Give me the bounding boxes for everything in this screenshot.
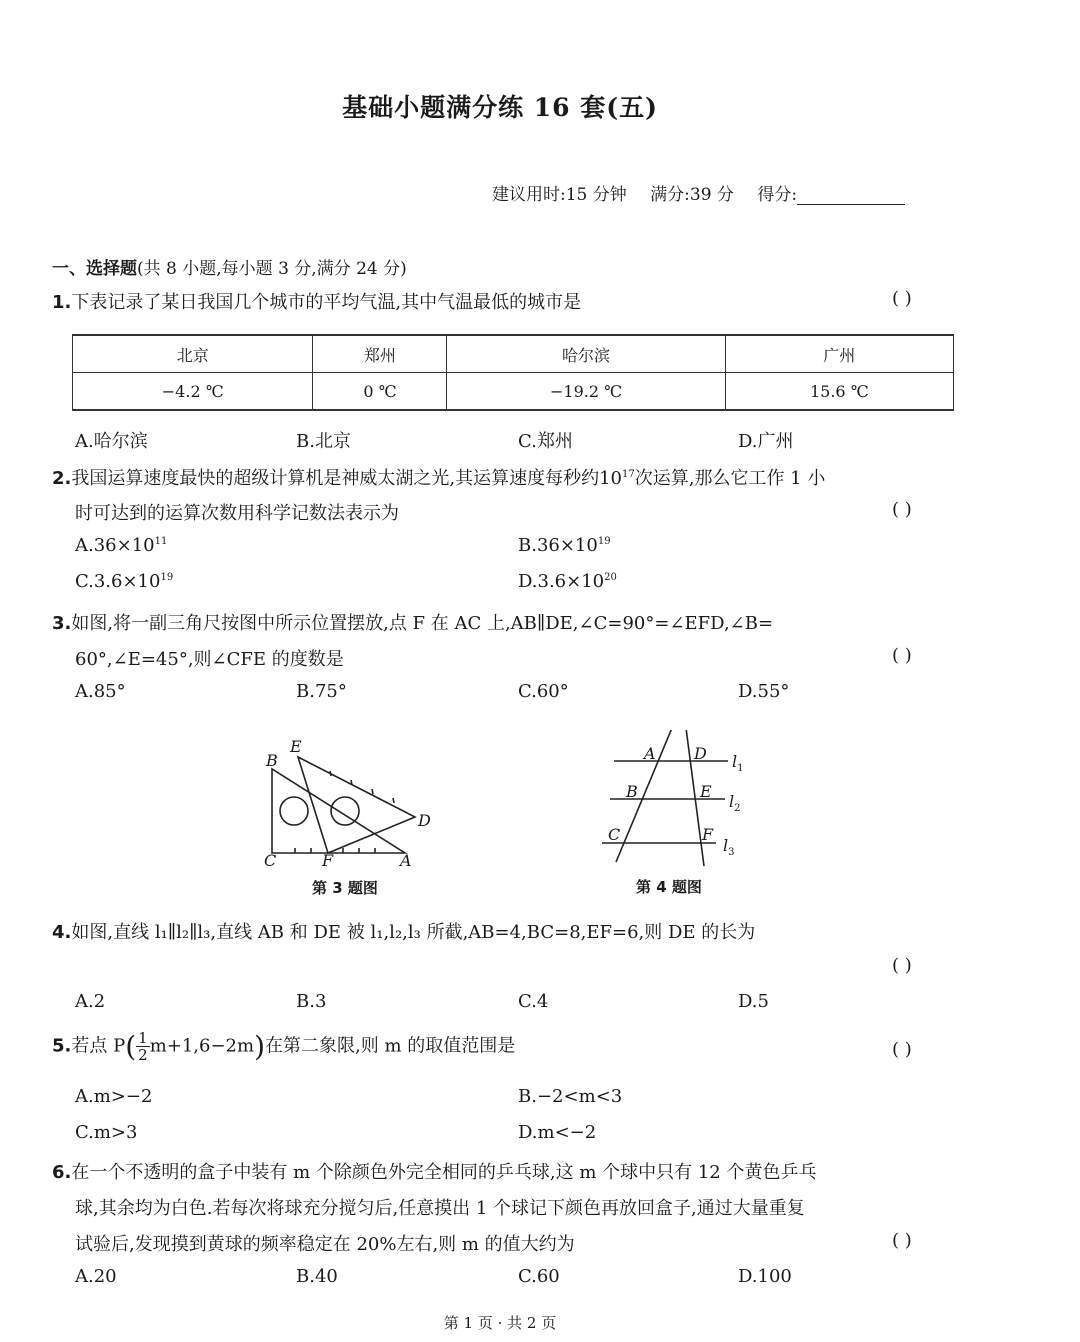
- question-text: 在第二象限,则 m 的取值范围是: [265, 1035, 516, 1057]
- label-l1: $l_1$: [732, 752, 744, 775]
- option-c[interactable]: C.4: [518, 991, 549, 1012]
- parallel-lines-diagram: [590, 730, 770, 870]
- section-title: 一、选择题: [52, 259, 137, 279]
- question-5: [52, 1030, 515, 1063]
- question-number: 6.: [52, 1162, 72, 1183]
- label-F: F: [702, 825, 714, 844]
- left-paren: (: [125, 1030, 137, 1063]
- question-2-line2: 时可达到的运算次数用科学记数法表示为: [75, 503, 399, 524]
- question-number: 5.: [52, 1035, 72, 1057]
- option-a[interactable]: A.20: [75, 1266, 117, 1287]
- section-note: (共 8 小题,每小题 3 分,满分 24 分): [137, 259, 407, 279]
- table-cell: −4.2 ℃: [73, 373, 313, 411]
- option-a[interactable]: A.m>−2: [75, 1086, 153, 1107]
- option-d[interactable]: [518, 571, 617, 592]
- label-E: E: [700, 782, 712, 801]
- label-C: C: [608, 825, 621, 844]
- option-label: B.36×10: [518, 535, 598, 556]
- label-B: B: [266, 751, 278, 770]
- question-number: 2.: [52, 468, 72, 489]
- page-footer: 第 1 页 · 共 2 页: [443, 1314, 557, 1332]
- figure-3: [250, 735, 450, 900]
- label-A: A: [400, 851, 412, 870]
- figure-4-caption: 第 4 题图: [636, 878, 702, 896]
- fraction: $\frac{1}{2}$: [138, 1029, 148, 1064]
- label-l2: $l_2$: [729, 792, 741, 815]
- question-6-line2: 球,其余均为白色.若每次将球充分搅匀后,任意摸出 1 个球记下颜色再放回盒子,通过大量重复: [75, 1198, 805, 1219]
- table-cell: 郑州: [313, 335, 447, 373]
- figure-3-caption: 第 3 题图: [312, 879, 378, 897]
- label-A: A: [644, 744, 656, 763]
- option-label: C.3.6×10: [75, 571, 161, 592]
- question-number: 1.: [52, 292, 72, 313]
- option-c[interactable]: C.郑州: [518, 431, 573, 452]
- section-heading: [52, 254, 407, 279]
- option-d[interactable]: D.5: [738, 991, 769, 1012]
- option-a[interactable]: A.2: [75, 991, 106, 1012]
- option-a[interactable]: [75, 535, 167, 556]
- label-E: E: [290, 737, 302, 756]
- question-6-line3: 试验后,发现摸到黄球的频率稳定在 20%左右,则 m 的值大约为: [75, 1234, 575, 1255]
- question-1: [52, 288, 581, 314]
- answer-bracket[interactable]: ( ): [892, 1039, 912, 1060]
- label-l3: $l_3$: [723, 836, 735, 859]
- score-label: 得分:: [757, 185, 798, 205]
- answer-bracket[interactable]: ( ): [892, 1230, 912, 1251]
- question-text: 在一个不透明的盒子中装有 m 个除颜色外完全相同的乒乓球,这 m 个球中只有 12 个黄色乒乓: [71, 1162, 817, 1183]
- table-cell: 0 ℃: [313, 373, 447, 411]
- page-title: 基础小题满分练 16 套(五): [342, 93, 658, 122]
- option-b[interactable]: B.40: [296, 1266, 338, 1287]
- question-text: 若点 P: [71, 1035, 126, 1057]
- answer-bracket[interactable]: ( ): [892, 955, 912, 976]
- label-C: C: [264, 851, 277, 870]
- option-c[interactable]: C.m>3: [75, 1122, 138, 1143]
- label-B: B: [626, 782, 638, 801]
- suggested-time: 建议用时:15 分钟: [492, 185, 627, 205]
- table-cell: 哈尔滨: [447, 335, 725, 373]
- answer-bracket[interactable]: ( ): [892, 645, 912, 666]
- table-cell: 广州: [725, 335, 953, 373]
- label-D: D: [418, 811, 431, 830]
- exponent: 19: [597, 536, 611, 547]
- exponent: 20: [604, 572, 617, 583]
- question-3: [52, 609, 773, 635]
- table-row: [73, 335, 954, 373]
- option-d[interactable]: D.55°: [738, 681, 790, 702]
- option-d[interactable]: D.100: [738, 1266, 792, 1287]
- figure-4: [590, 730, 770, 900]
- question-text: 如图,将一副三角尺按图中所示位置摆放,点 F 在 AC 上,AB∥DE,∠C=90°=∠EFD,∠B=: [71, 613, 774, 634]
- table-cell: −19.2 ℃: [447, 373, 725, 411]
- label-D: D: [694, 744, 707, 763]
- question-number: 4.: [52, 922, 72, 943]
- exam-meta: [492, 180, 923, 205]
- question-text: 如图,直线 l₁∥l₂∥l₃,直线 AB 和 DE 被 l₁,l₂,l₃ 所截,AB=4,BC=8,EF=6,则 DE 的长为: [71, 922, 756, 943]
- answer-bracket[interactable]: ( ): [892, 288, 912, 309]
- answer-bracket[interactable]: ( ): [892, 499, 912, 520]
- option-c[interactable]: C.60: [518, 1266, 560, 1287]
- question-3-line2: 60°,∠E=45°,则∠CFE 的度数是: [75, 649, 344, 670]
- full-score: 满分:39 分: [650, 185, 734, 205]
- option-b[interactable]: [518, 535, 611, 556]
- option-b[interactable]: B.3: [296, 991, 327, 1012]
- option-a[interactable]: A.85°: [75, 681, 126, 702]
- temperature-table: [72, 334, 954, 411]
- option-b[interactable]: B.−2<m<3: [518, 1086, 623, 1107]
- option-c[interactable]: C.60°: [518, 681, 569, 702]
- table-cell: 15.6 ℃: [725, 373, 953, 411]
- question-text: 我国运算速度最快的超级计算机是神威太湖之光,其运算速度每秒约10: [71, 468, 622, 489]
- option-b[interactable]: B.75°: [296, 681, 347, 702]
- option-d[interactable]: D.广州: [738, 431, 794, 452]
- question-text: 下表记录了某日我国几个城市的平均气温,其中气温最低的城市是: [71, 292, 582, 313]
- question-6: [52, 1158, 816, 1184]
- option-label: D.3.6×10: [518, 571, 605, 592]
- option-d[interactable]: D.m<−2: [518, 1122, 597, 1143]
- question-4: [52, 918, 755, 944]
- table-cell: 北京: [73, 335, 313, 373]
- option-b[interactable]: B.北京: [296, 431, 351, 452]
- question-text: 次运算,那么它工作 1 小: [634, 468, 826, 489]
- question-number: 3.: [52, 613, 72, 634]
- expression: m+1,6−2m: [149, 1035, 255, 1057]
- option-a[interactable]: A.哈尔滨: [75, 431, 148, 452]
- label-F: F: [322, 851, 334, 870]
- exponent: 11: [154, 536, 168, 547]
- exponent: 17: [622, 469, 635, 480]
- option-c[interactable]: [75, 571, 173, 592]
- right-paren: ): [254, 1030, 266, 1063]
- triangle-rulers-diagram: [250, 735, 450, 870]
- question-2: [52, 464, 825, 490]
- score-blank[interactable]: [797, 186, 905, 205]
- option-label: A.36×10: [75, 535, 155, 556]
- exponent: 19: [160, 572, 174, 583]
- table-row: [73, 373, 954, 411]
